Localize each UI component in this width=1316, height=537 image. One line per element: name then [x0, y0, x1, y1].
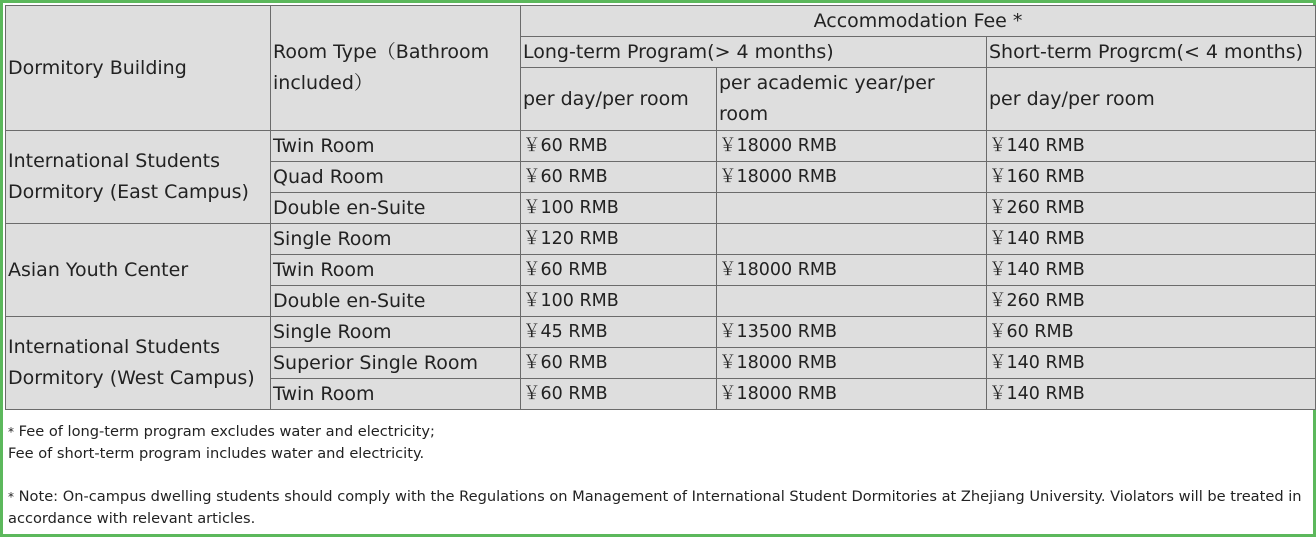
building-name: International Students Dormitory (East Campus) [6, 131, 271, 224]
fee-per-year: ￥18000 RMB [717, 348, 987, 379]
room-type: Single Room [271, 317, 521, 348]
room-type: Double en-Suite [271, 286, 521, 317]
footnote-asterisk: * [8, 425, 14, 439]
header-room-type: Room Type（Bathroom included） [271, 6, 521, 131]
fee-per-day-long: ￥60 RMB [521, 255, 717, 286]
room-type: Double en-Suite [271, 193, 521, 224]
fee-per-year [717, 224, 987, 255]
fee-per-year: ￥18000 RMB [717, 162, 987, 193]
fee-per-year: ￥18000 RMB [717, 131, 987, 162]
fee-per-day-short: ￥140 RMB [987, 379, 1316, 410]
fee-per-day-long: ￥60 RMB [521, 131, 717, 162]
fee-per-day-long: ￥100 RMB [521, 193, 717, 224]
footnote-line-1: Fee of long-term program excludes water and electricity; [14, 423, 435, 440]
room-type: Quad Room [271, 162, 521, 193]
room-type: Twin Room [271, 379, 521, 410]
footnote-line-2: Fee of short-term program includes water and electricity. [8, 445, 425, 462]
fee-per-day-short: ￥140 RMB [987, 348, 1316, 379]
footnote-water-electricity [8, 421, 1308, 443]
room-type: Single Room [271, 224, 521, 255]
fee-per-day-long: ￥100 RMB [521, 286, 717, 317]
room-type: Twin Room [271, 255, 521, 286]
accommodation-fee-table [5, 5, 1316, 410]
header-building: Dormitory Building [6, 6, 271, 131]
table-row [6, 317, 1316, 348]
fee-per-year [717, 193, 987, 224]
table-row [6, 224, 1316, 255]
fee-per-year: ￥18000 RMB [717, 255, 987, 286]
fee-per-year: ￥13500 RMB [717, 317, 987, 348]
fee-per-day-long: ￥120 RMB [521, 224, 717, 255]
fee-per-day-short: ￥260 RMB [987, 193, 1316, 224]
header-per-day-short: per day/per room [987, 68, 1316, 131]
footnote-line-3: Note: On-campus dwelling students should comply with the Regulations on Management of International Student Dormitories at Zhejiang University. Violators will be treated in accordance with relevant articles. [8, 488, 1302, 527]
building-name: International Students Dormitory (West Campus) [6, 317, 271, 410]
room-type: Superior Single Room [271, 348, 521, 379]
building-name: Asian Youth Center [6, 224, 271, 317]
fee-per-day-short: ￥60 RMB [987, 317, 1316, 348]
header-long-term: Long-term Program(> 4 months) [521, 37, 987, 68]
fee-per-day-short: ￥160 RMB [987, 162, 1316, 193]
header-per-academic-year: per academic year/per room [717, 68, 987, 131]
fee-per-day-short: ￥140 RMB [987, 224, 1316, 255]
footnote-asterisk: * [8, 490, 14, 504]
fee-per-day-long: ￥60 RMB [521, 162, 717, 193]
fee-per-day-long: ￥45 RMB [521, 317, 717, 348]
header-accommodation-fee: Accommodation Fee * [521, 6, 1316, 37]
footnote-regulations [8, 486, 1308, 530]
fee-per-year: ￥18000 RMB [717, 379, 987, 410]
footnotes [8, 421, 1308, 530]
fee-per-day-long: ￥60 RMB [521, 379, 717, 410]
fee-per-year [717, 286, 987, 317]
fee-per-day-short: ￥260 RMB [987, 286, 1316, 317]
fee-per-day-long: ￥60 RMB [521, 348, 717, 379]
table-row [6, 131, 1316, 162]
fee-per-day-short: ￥140 RMB [987, 131, 1316, 162]
fee-per-day-short: ￥140 RMB [987, 255, 1316, 286]
header-short-term: Short-term Progrcm(< 4 months) [987, 37, 1316, 68]
header-per-day-long: per day/per room [521, 68, 717, 131]
room-type: Twin Room [271, 131, 521, 162]
